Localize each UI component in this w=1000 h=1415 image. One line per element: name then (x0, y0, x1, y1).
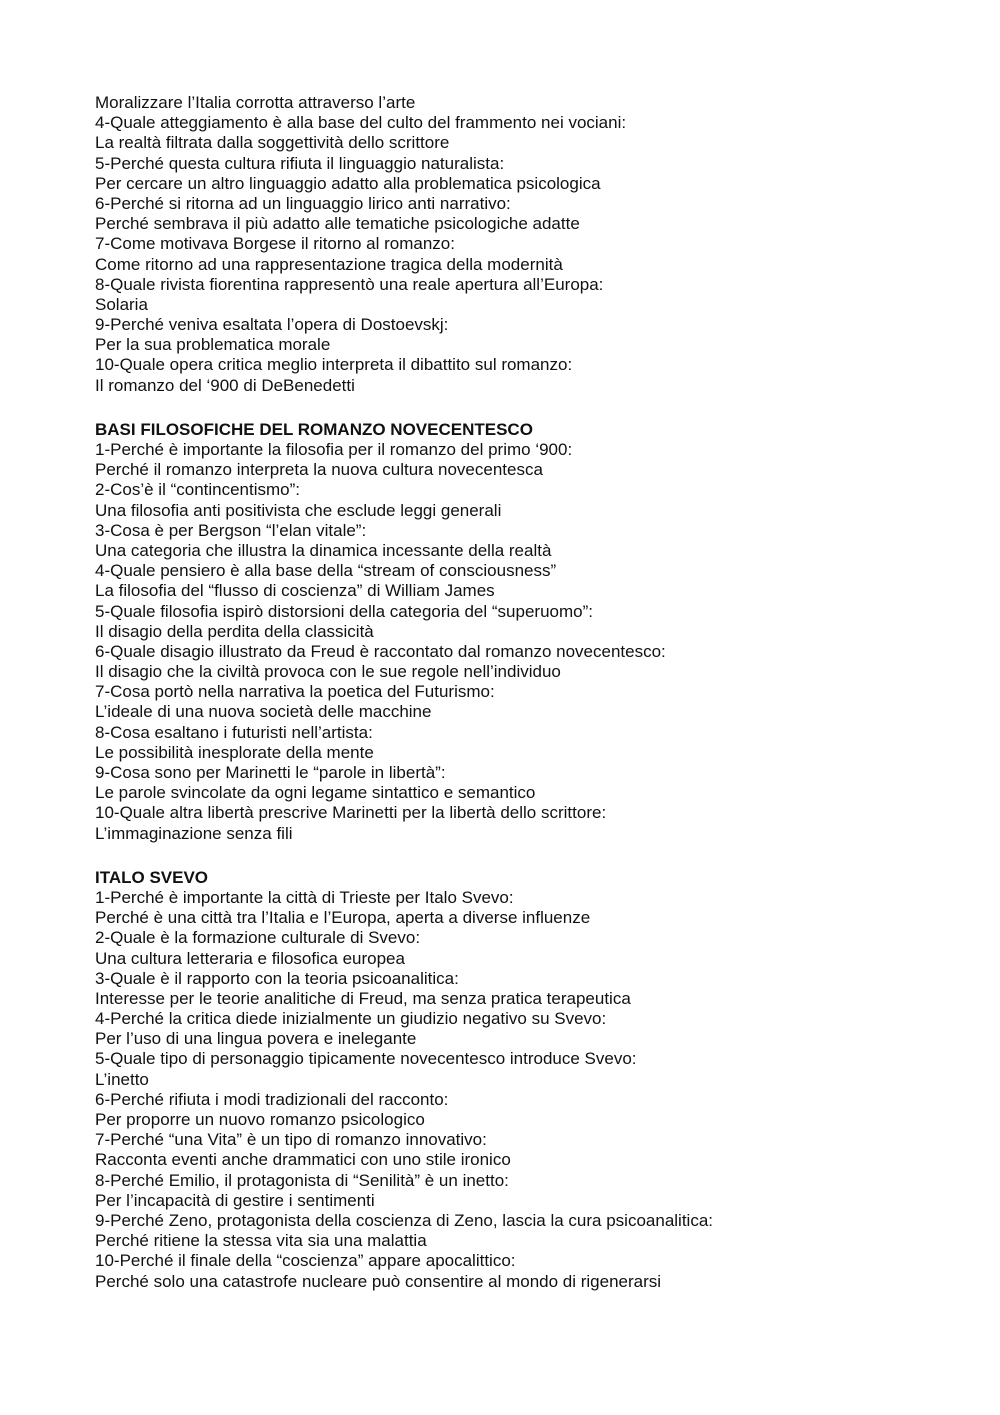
question-line: 6-Perché si ritorna ad un linguaggio lirico anti narrativo: (95, 193, 511, 213)
answer-line: Una cultura letteraria e filosofica europea (95, 948, 405, 968)
question-line: 10-Perché il finale della “coscienza” appare apocalittico: (95, 1251, 516, 1271)
answer-line: L’immaginazione senza fili (95, 823, 293, 843)
intro-section (95, 93, 975, 396)
question-line: 1-Perché è importante la città di Trieste per Italo Svevo: (95, 887, 514, 907)
answer-line: Per la sua problematica morale (95, 335, 331, 355)
answer-line: Per l’uso di una lingua povera e inelegante (95, 1029, 417, 1049)
answer-line: L’inetto (95, 1069, 149, 1089)
question-line: 6-Quale disagio illustrato da Freud è raccontato dal romanzo novecentesco: (95, 641, 666, 661)
question-line: 4-Quale atteggiamento è alla base del culto del frammento nei vociani: (95, 113, 627, 133)
question-line: 4-Quale pensiero è alla base della “stream of consciousness” (95, 561, 557, 581)
answer-line: Perché è una città tra l’Italia e l’Europa, aperta a diverse influenze (95, 908, 591, 928)
question-line: 3-Cosa è per Bergson “l’elan vitale”: (95, 520, 367, 540)
answer-line: Perché ritiene la stessa vita sia una malattia (95, 1231, 427, 1251)
document-page (95, 93, 975, 1292)
answer-line: Le parole svincolate da ogni legame sintattico e semantico (95, 783, 536, 803)
question-line: 8-Cosa esaltano i futuristi nell’artista: (95, 722, 373, 742)
answer-line: Per l’incapacità di gestire i sentimenti (95, 1190, 375, 1210)
answer-line: Il disagio che la civiltà provoca con le sue regole nell’individuo (95, 662, 561, 682)
answer-line: Per proporre un nuovo romanzo psicologico (95, 1110, 425, 1129)
question-line: 5-Quale tipo di personaggio tipicamente novecentesco introduce Svevo: (95, 1049, 637, 1069)
question-line: 1-Perché è importante la filosofia per il romanzo del primo ‘900: (95, 440, 573, 459)
question-line: 10-Quale opera critica meglio interpreta il dibattito sul romanzo: (95, 355, 573, 375)
answer-line: Perché il romanzo interpreta la nuova cultura novecentesca (95, 460, 543, 480)
answer-line: Perché sembrava il più adatto alle tematiche psicologiche adatte (95, 214, 580, 234)
answer-line: Una filosofia anti positivista che esclude leggi generali (95, 500, 502, 520)
answer-line: Racconta eventi anche drammatici con uno stile ironico (95, 1150, 511, 1170)
question-line: 10-Quale altra libertà prescrive Marinetti per la libertà dello scrittore: (95, 803, 607, 823)
answer-line: Una categoria che illustra la dinamica incessante della realtà (95, 540, 552, 560)
answer-line: L’ideale di una nuova società delle macchine (95, 702, 432, 722)
answer-line: Il disagio della perdita della classicità (95, 621, 374, 641)
answer-line: Le possibilità inesplorate della mente (95, 742, 374, 762)
question-line: 5-Quale filosofia ispirò distorsioni della categoria del “superuomo”: (95, 601, 593, 621)
answer-line: La realtà filtrata dalla soggettività dello scrittore (95, 133, 450, 153)
section-basi-filosofiche (95, 420, 975, 844)
question-line: 8-Perché Emilio, il protagonista di “Senilità” è un inetto: (95, 1170, 509, 1190)
question-line: 9-Perché Zeno, protagonista della coscienza di Zeno, lascia la cura psicoanalitica: (95, 1210, 714, 1230)
question-line: 2-Quale è la formazione culturale di Svevo: (95, 928, 421, 948)
answer-line: La filosofia del “flusso di coscienza” di William James (95, 581, 495, 601)
question-line: 8-Quale rivista fiorentina rappresentò una reale apertura all’Europa: (95, 274, 604, 294)
question-line: 9-Perché veniva esaltata l’opera di Dostoevskj: (95, 315, 449, 335)
question-line: 7-Come motivava Borgese il ritorno al romanzo: (95, 234, 455, 254)
answer-line: Perché solo una catastrofe nucleare può consentire al mondo di rigenerarsi (95, 1271, 662, 1291)
section-italo-svevo (95, 868, 975, 1292)
answer-line: Per cercare un altro linguaggio adatto alla problematica psicologica (95, 173, 601, 193)
answer-line: Interesse per le teorie analitiche di Freud, ma senza pratica terapeutica (95, 988, 631, 1008)
question-line: 5-Perché questa cultura rifiuta il linguaggio naturalista: (95, 153, 505, 173)
question-line: 7-Cosa portò nella narrativa la poetica del Futurismo: (95, 682, 495, 702)
text-line: Moralizzare l’Italia corrotta attraverso l’arte (95, 93, 416, 112)
answer-line: Solaria (95, 294, 148, 314)
question-line: 3-Quale è il rapporto con la teoria psicoanalitica: (95, 968, 459, 988)
section-heading: ITALO SVEVO (95, 867, 209, 887)
section-heading: BASI FILOSOFICHE DEL ROMANZO NOVECENTESCO (95, 419, 533, 439)
question-line: 6-Perché rifiuta i modi tradizionali del racconto: (95, 1089, 449, 1109)
question-line: 2-Cos’è il “contincentismo”: (95, 480, 301, 500)
question-line: 7-Perché “una Vita” è un tipo di romanzo innovativo: (95, 1130, 487, 1150)
question-line: 9-Cosa sono per Marinetti le “parole in libertà”: (95, 763, 446, 782)
answer-line: Il romanzo del ‘900 di DeBenedetti (95, 375, 355, 395)
answer-line: Come ritorno ad una rappresentazione tragica della modernità (95, 254, 563, 274)
question-line: 4-Perché la critica diede inizialmente un giudizio negativo su Svevo: (95, 1009, 607, 1029)
